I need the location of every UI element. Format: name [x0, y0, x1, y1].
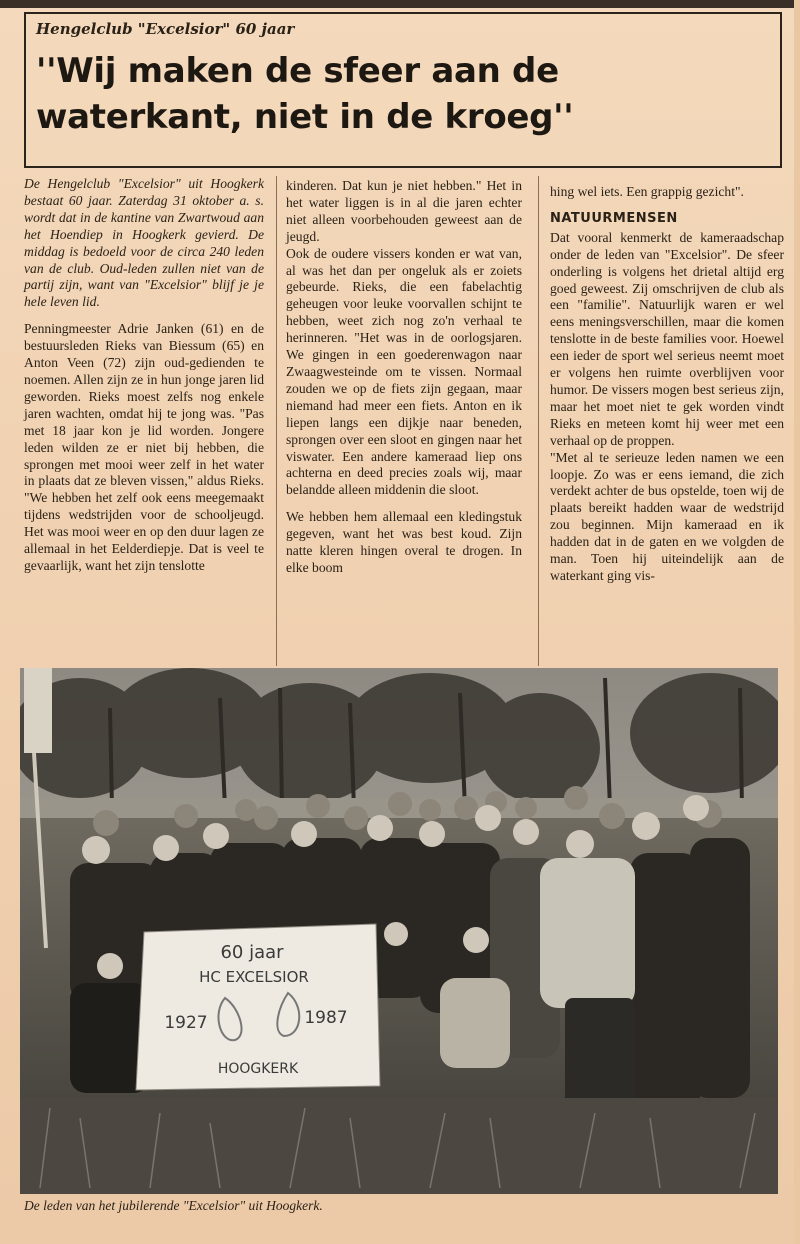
body-paragraph: hing wel iets. Een grappig gezicht".	[550, 184, 744, 199]
banner-place: HOOGKERK	[217, 1061, 299, 1077]
headline-box	[24, 12, 782, 168]
banner-line-1: 60 jaar	[220, 942, 284, 963]
body-paragraph: Dat vooral kenmerkt de kameraadschap onder de leden van "Excelsior". De sfeer onderling is volgens het drietal altijd erg goed geweest. Zij omschrijven de club als een "familie". Natuurlijk waren er wel eens meningsverschillen, maar die komen tenslotte in de beste families voor. Hoewel een ieder de sport wel serieus neemt moet er volgens hen ruimte overblijven voor humor. De vissers mogen best serieus zijn, maar het moet niet te gek worden vindt Rieks en meteen komt hij weer met een verhaal op de proppen.	[550, 229, 784, 448]
photo-caption: De leden van het jubilerende "Excelsior" uit Hoogkerk.	[24, 1198, 323, 1213]
subheading: NATUURMENSEN	[550, 210, 678, 226]
intro-paragraph: De Hengelclub "Excelsior" uit Hoogkerk bestaat 60 jaar. Zaterdag 31 oktober a. s. wordt dat in de kantine van Zwartwoud aan het Hoendiep in Hoogkerk gevierd. De middag is bedoeld voor de circa 240 leden van de club. Oud-leden zullen niet van de partij zijn, want van "Excelsior" blijf je je hele leven lid.	[24, 176, 264, 310]
body-paragraph: We hebben hem allemaal een kledingstuk gegeven, want het was best koud. Zijn natte kleren hingen overal te drogen. In elke boom	[286, 509, 522, 575]
paper-edge	[794, 0, 800, 1244]
headline: ''Wij maken de sfeer aan de waterkant, niet in de kroeg''	[36, 51, 574, 137]
body-paragraph: "Met al te serieuze leden namen we een loopje. Zo was er eens iemand, die zich verdekt achter de bus opstelde, toen wij de plaats bereikt hadden waar de wedstrijd zou beginnen. Mijn kameraad en ik hadden dat in de gaten en we volgden de man. Toen hij uiteindelijk aan de waterkant ging vis-	[550, 449, 784, 583]
banner-year-left: 1927	[164, 1013, 208, 1033]
column-1	[24, 176, 264, 575]
body-paragraph: Ook de oudere vissers konden er wat van, al was het dan per ongeluk als er zoiets gebeurde. Rieks, die een fabelachtig geheugen voor leuke voorvallen schijnt te hebben, weet zich nog zo'n verhaal te herinneren. "Het was in de oorlogsjaren. We gingen in een goederenwagon naar Zwaagwesteinde om te vissen. Normaal zouden we op de fiets zijn gegaan, maar niemand had meer een fiets. Anton en ik liepen langs een dijkje naar beneden, sprongen over een sloot en gingen naar het viswater. Een andere kameraad liep ons achterna en deed precies zoals wij, maar belandde alleen middenin die sloot.	[286, 245, 522, 498]
column-2	[286, 178, 522, 577]
group-photo-illustration	[20, 668, 778, 1194]
torn-edge	[0, 0, 800, 8]
group-photo	[20, 668, 778, 1194]
kicker: Hengelclub "Excelsior" 60 jaar	[36, 20, 295, 38]
body-paragraph: kinderen. Dat kun je niet hebben." Het in het water liggen is in al die jaren echter niet alleen voorbehouden geweest aan de jeugd.	[286, 178, 522, 244]
column-divider	[276, 176, 277, 666]
column-divider	[538, 176, 539, 666]
body-paragraph: Penningmeester Adrie Janken (61) en de bestuursleden Rieks van Biessum (65) en Anton Veen (72) zijn oud-gedienden te noemen. Allen zijn ze in hun jonge jaren lid geworden. Rieks moest zelfs nog enkele jaren wachten, omdat hij te jong was. "Pas met 18 jaar kon je lid worden. Jongere leden wilden ze er niet bij hebben, die sprongen met mooi weer zelf in het water in plaats dat ze bleven vissen," aldus Rieks. "We hebben het zelf ook eens meegemaakt tijdens wedstrijden voor de schooljeugd. Het was mooi weer en op den duur lagen ze allemaal in het Eelderdiepje. Dat is veel te gevaarlijk, want het zijn tenslotte	[24, 321, 264, 573]
anniversary-banner	[136, 924, 380, 1090]
column-3	[550, 184, 784, 585]
banner-line-2: HC EXCELSIOR	[199, 968, 309, 986]
banner-year-right: 1987	[304, 1008, 348, 1028]
